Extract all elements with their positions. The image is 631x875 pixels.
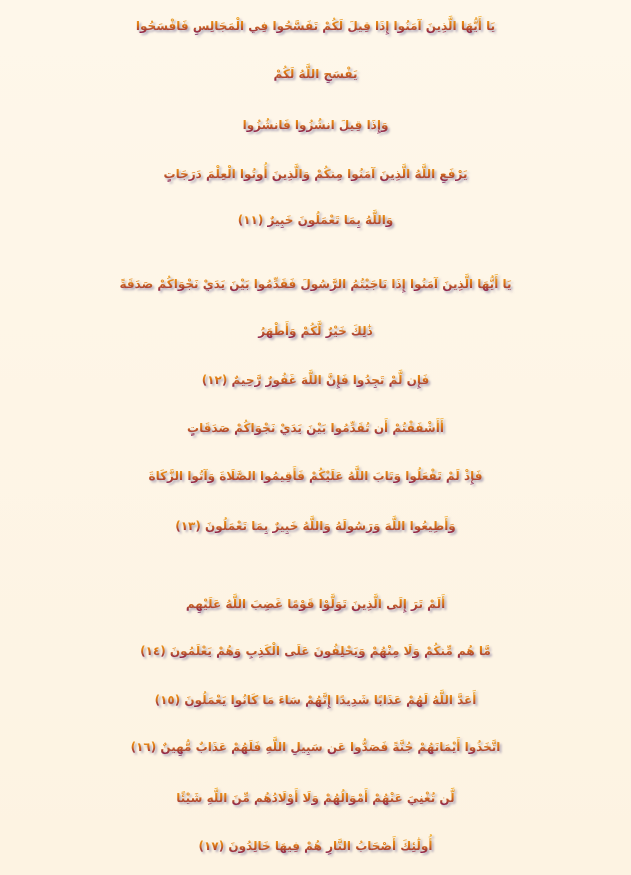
verse-line: يَفْسَحِ اللَّهُ لَكُمْ — [0, 60, 631, 88]
verse-line: ذَٰلِكَ خَيْرٌ لَّكُمْ وَأَطْهَرُ — [0, 317, 631, 345]
verse-line: يَا أَيُّهَا الَّذِينَ آمَنُوا إِذَا قِيلَ لَكُمْ تَفَسَّحُوا فِي الْمَجَالِسِ فَافْسَحُوا — [0, 12, 631, 40]
verse-line: فَإِن لَّمْ تَجِدُوا فَإِنَّ اللَّهَ غَفُورٌ رَّحِيمٌ (١٢) — [0, 366, 631, 394]
verse-line: يَا أَيُّهَا الَّذِينَ آمَنُوا إِذَا نَاجَيْتُمُ الرَّسُولَ فَقَدِّمُوا بَيْنَ يَدَيْ نَجْوَاكُمْ صَدَقَةً — [0, 270, 631, 298]
verse-line: أَأَشْفَقْتُمْ أَن تُقَدِّمُوا بَيْنَ يَدَيْ نَجْوَاكُمْ صَدَقَاتٍ — [0, 414, 631, 442]
verse-line: مَّا هُم مِّنكُمْ وَلَا مِنْهُمْ وَيَحْلِفُونَ عَلَى الْكَذِبِ وَهُمْ يَعْلَمُونَ (١٤) — [0, 637, 631, 665]
verse-line: أَعَدَّ اللَّهُ لَهُمْ عَذَابًا شَدِيدًا إِنَّهُمْ سَاءَ مَا كَانُوا يَعْمَلُونَ (١٥) — [0, 686, 631, 714]
verse-line: لَّن تُغْنِيَ عَنْهُمْ أَمْوَالُهُمْ وَلَا أَوْلَادُهُم مِّنَ اللَّهِ شَيْئًا — [0, 784, 631, 812]
verse-line: أُولَٰئِكَ أَصْحَابُ النَّارِ هُمْ فِيهَا خَالِدُونَ (١٧) — [0, 832, 631, 860]
verse-line: أَلَمْ تَرَ إِلَى الَّذِينَ تَوَلَّوْا قَوْمًا غَضِبَ اللَّهُ عَلَيْهِم — [0, 590, 631, 618]
verse-line: يَرْفَعِ اللَّهُ الَّذِينَ آمَنُوا مِنكُمْ وَالَّذِينَ أُوتُوا الْعِلْمَ دَرَجَاتٍ — [0, 160, 631, 188]
verse-line: وَإِذَا قِيلَ انشُزُوا فَانشُزُوا — [0, 111, 631, 139]
verse-line: فَإِذْ لَمْ تَفْعَلُوا وَتَابَ اللَّهُ عَلَيْكُمْ فَأَقِيمُوا الصَّلَاةَ وَآتُوا الزَّكَاةَ — [0, 462, 631, 490]
verse-line: اتَّخَذُوا أَيْمَانَهُمْ جُنَّةً فَصَدُّوا عَن سَبِيلِ اللَّهِ فَلَهُمْ عَذَابٌ مُّهِينٌ (١٦) — [0, 733, 631, 761]
verse-line: وَأَطِيعُوا اللَّهَ وَرَسُولَهُ وَاللَّهُ خَبِيرٌ بِمَا تَعْمَلُونَ (١٣) — [0, 512, 631, 540]
verse-line: وَاللَّهُ بِمَا تَعْمَلُونَ خَبِيرٌ (١١) — [0, 206, 631, 234]
